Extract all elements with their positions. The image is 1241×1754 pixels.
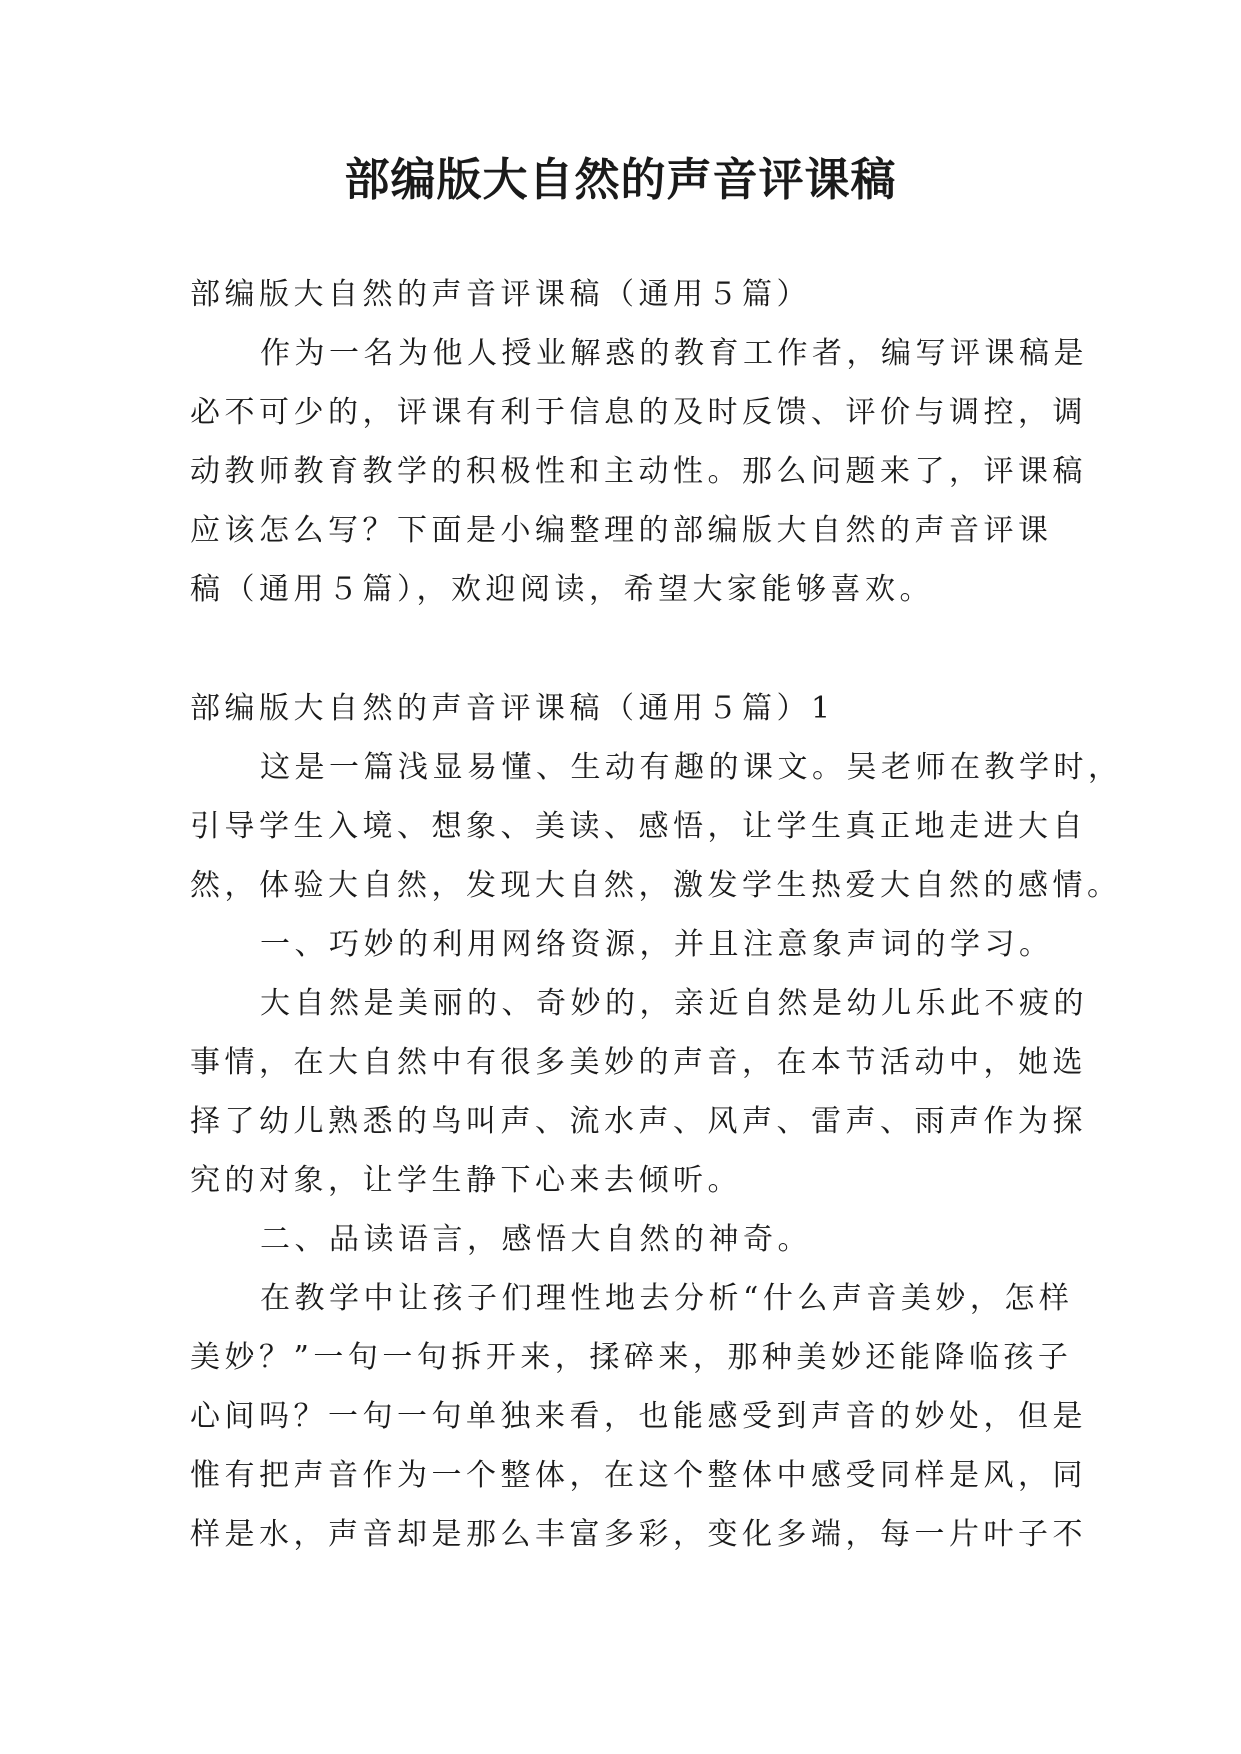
- paragraph-gap: [190, 619, 1050, 679]
- text-line: 部编版大自然的声音评课稿（通用５篇）: [190, 277, 811, 312]
- text-line: 样是水，声音却是那么丰富多彩，变化多端，每一片叶子不: [190, 1517, 1087, 1552]
- document-title: 部编版大自然的声音评课稿: [344, 153, 897, 206]
- text-line: 必不可少的，评课有利于信息的及时反馈、评价与调控，调: [190, 395, 1087, 430]
- text-line: 美妙？”一句一句拆开来，揉碎来，那种美妙还能降临孩子: [190, 1340, 1073, 1375]
- text-line: 这是一篇浅显易懂、生动有趣的课文。吴老师在教学时，: [260, 750, 1123, 785]
- text-line: 动教师教育教学的积极性和主动性。那么问题来了，评课稿: [190, 454, 1087, 489]
- text-line: 惟有把声音作为一个整体，在这个整体中感受同样是风，同: [190, 1458, 1087, 1493]
- text-line: 二、品读语言，感悟大自然的神奇。: [260, 1222, 812, 1257]
- text-line: 引导学生入境、想象、美读、感悟，让学生真正地走进大自: [190, 809, 1087, 844]
- text-line: 心间吗？一句一句单独来看，也能感受到声音的妙处，但是: [190, 1399, 1087, 1434]
- text-line: 作为一名为他人授业解惑的教育工作者，编写评课稿是: [260, 336, 1088, 371]
- text-line: 稿（通用５篇），欢迎阅读，希望大家能够喜欢。: [190, 572, 934, 607]
- text-line: 择了幼儿熟悉的鸟叫声、流水声、风声、雷声、雨声作为探: [190, 1104, 1087, 1139]
- text-line: 应该怎么写？下面是小编整理的部编版大自然的声音评课: [190, 513, 1053, 548]
- text-line: 事情，在大自然中有很多美妙的声音，在本节活动中，她选: [190, 1045, 1087, 1080]
- text-line: 部编版大自然的声音评课稿（通用５篇）1: [190, 691, 835, 726]
- text-line: 大自然是美丽的、奇妙的，亲近自然是幼儿乐此不疲的: [260, 986, 1088, 1021]
- text-line: 究的对象，让学生静下心来去倾听。: [190, 1163, 742, 1198]
- text-line: 然，体验大自然，发现大自然，激发学生热爱大自然的感情。: [190, 868, 1122, 903]
- text-line: 一、巧妙的利用网络资源，并且注意象声词的学习。: [260, 927, 1054, 962]
- document-body: [190, 265, 1123, 1564]
- text-line: 在教学中让孩子们理性地去分析“什么声音美妙，怎样: [260, 1281, 1074, 1316]
